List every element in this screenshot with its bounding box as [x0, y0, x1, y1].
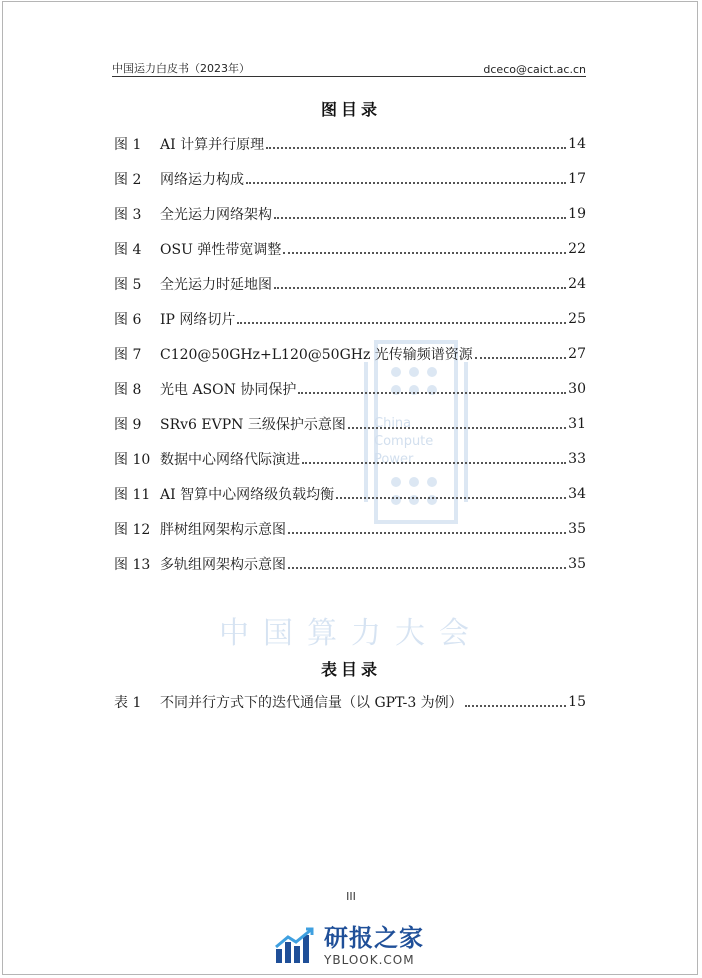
toc-entry-num: 图 1	[114, 136, 142, 153]
footer-brand	[274, 926, 424, 966]
toc-entry[interactable]	[114, 511, 586, 546]
toc-entry-page: 15	[568, 693, 586, 710]
figures-list	[114, 126, 586, 581]
toc-entry-num: 图 10	[114, 451, 151, 468]
watermark-logo-line-1: China	[374, 416, 412, 431]
toc-leader	[283, 252, 566, 254]
toc-entry-title: SRv6 EVPN 三级保护示意图	[160, 416, 346, 433]
toc-leader	[465, 705, 566, 707]
toc-entry-num: 图 11	[114, 486, 151, 503]
toc-entry-title: 多轨组网架构示意图	[160, 556, 286, 573]
toc-entry[interactable]	[114, 546, 586, 581]
toc-entry[interactable]	[114, 126, 586, 161]
toc-leader	[288, 567, 566, 569]
toc-entry-title: 不同并行方式下的迭代通信量（以 GPT-3 为例）	[160, 694, 463, 711]
toc-entry-title: IP 网络切片	[160, 311, 236, 328]
toc-leader	[274, 217, 566, 219]
brand-url: YBLOOK.COM	[324, 953, 415, 967]
toc-entry-title: AI 智算中心网络级负载均衡	[160, 486, 335, 503]
toc-entry-page: 22	[568, 240, 586, 257]
page-number: III	[346, 890, 356, 903]
toc-entry-page: 31	[568, 415, 586, 432]
toc-entry-title: 光电 ASON 协同保护	[160, 381, 297, 398]
toc-entry[interactable]	[114, 371, 586, 406]
toc-leader	[302, 462, 566, 464]
toc-leader	[298, 392, 566, 394]
toc-entry-page: 34	[568, 485, 586, 502]
toc-entry-num: 图 4	[114, 241, 142, 258]
toc-leader	[274, 287, 566, 289]
toc-entry-page: 33	[568, 450, 586, 467]
toc-entry-page: 14	[568, 135, 586, 152]
toc-entry-page: 30	[568, 380, 586, 397]
toc-entry-num: 图 9	[114, 416, 142, 433]
tables-title: 表目录	[320, 660, 381, 679]
toc-entry-num: 图 3	[114, 206, 142, 223]
header-rule	[112, 76, 586, 77]
toc-leader	[348, 427, 566, 429]
tables-list	[114, 684, 586, 719]
toc-entry-title: AI 计算并行原理	[160, 136, 265, 153]
toc-entry-title: 全光运力时延地图	[160, 276, 272, 293]
toc-entry-title: 全光运力网络架构	[160, 206, 272, 223]
toc-entry-page: 19	[568, 205, 586, 222]
toc-entry-page: 27	[568, 345, 586, 362]
brand-name: 研报之家	[324, 924, 424, 952]
toc-entry-title: 胖树组网架构示意图	[160, 521, 286, 538]
toc-entry-page: 35	[568, 520, 586, 537]
watermark-logo-line-2: Compute	[374, 434, 434, 449]
toc-entry-num: 表 1	[114, 694, 142, 711]
toc-entry-title: 数据中心网络代际演进	[160, 451, 300, 468]
toc-entry[interactable]	[114, 441, 586, 476]
toc-leader	[475, 357, 566, 359]
toc-leader	[266, 147, 566, 149]
toc-entry-title: OSU 弹性带宽调整	[160, 241, 282, 258]
toc-entry[interactable]	[114, 684, 586, 719]
toc-entry-num: 图 12	[114, 521, 151, 538]
toc-leader	[288, 532, 566, 534]
bar-chart-logo-icon	[274, 927, 316, 965]
header-email: dceco@caict.ac.cn	[483, 63, 586, 76]
figures-title: 图目录	[320, 100, 381, 119]
toc-entry-title: C120@50GHz+L120@50GHz 光传输频谱资源	[160, 346, 473, 363]
toc-entry-page: 25	[568, 310, 586, 327]
toc-entry[interactable]	[114, 406, 586, 441]
toc-leader	[237, 322, 566, 324]
toc-entry-num: 图 8	[114, 381, 142, 398]
toc-entry-page: 24	[568, 275, 586, 292]
toc-entry[interactable]	[114, 161, 586, 196]
toc-entry-num: 图 13	[114, 556, 151, 573]
running-header	[112, 56, 586, 76]
toc-entry[interactable]	[114, 266, 586, 301]
toc-entry-title: 网络运力构成	[160, 171, 244, 188]
toc-entry-num: 图 6	[114, 311, 142, 328]
toc-entry-num: 图 5	[114, 276, 142, 293]
toc-entry-page: 35	[568, 555, 586, 572]
toc-entry-num: 图 7	[114, 346, 142, 363]
toc-entry[interactable]	[114, 301, 586, 336]
toc-entry-page: 17	[568, 170, 586, 187]
toc-entry[interactable]	[114, 336, 586, 371]
watermark-text: 中国算力大会	[219, 616, 483, 651]
watermark-logo-line-3: Power	[374, 452, 414, 467]
toc-entry[interactable]	[114, 196, 586, 231]
toc-leader	[246, 182, 566, 184]
header-title: 中国运力白皮书（2023年）	[112, 62, 250, 75]
toc-entry-num: 图 2	[114, 171, 142, 188]
toc-leader	[336, 497, 566, 499]
toc-entry[interactable]	[114, 231, 586, 266]
toc-entry[interactable]	[114, 476, 586, 511]
